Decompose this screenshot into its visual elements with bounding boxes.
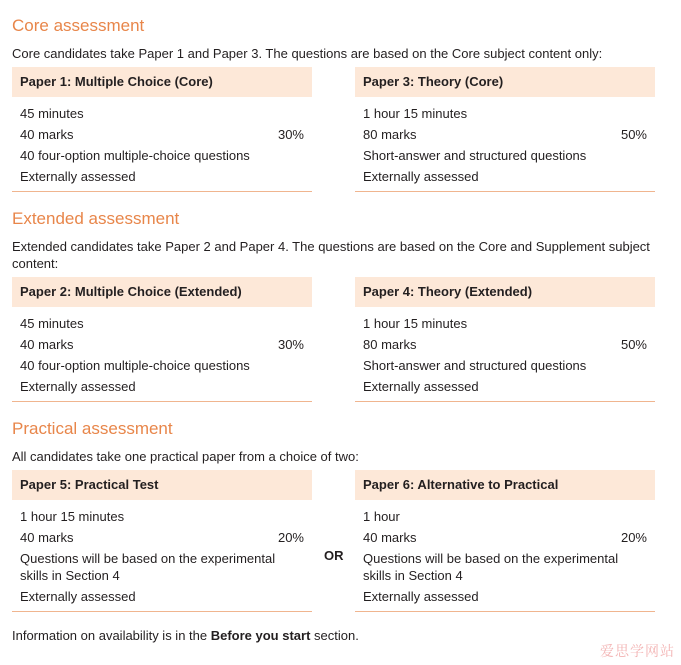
paper-description: Short-answer and structured questions [363, 358, 587, 373]
paper-marks: 40 marks [363, 530, 417, 545]
core-intro: Core candidates take Paper 1 and Paper 3. The questions are based on the Core subject content only: [12, 46, 603, 61]
paper-1-box [12, 67, 312, 192]
paper-assessment: Externally assessed [363, 169, 479, 184]
paper-assessment: Externally assessed [363, 379, 479, 394]
paper-3-box [355, 67, 655, 192]
footer-text-before: Information on availability is in the [12, 628, 211, 643]
paper-heading: Paper 2: Multiple Choice (Extended) [12, 277, 312, 307]
paper-duration: 45 minutes [20, 106, 84, 121]
extended-intro: Extended candidates take Paper 2 and Paper 4. The questions are based on the Core and Supplement subject content: [12, 239, 650, 271]
extended-section-title: Extended assessment [12, 209, 180, 228]
paper-5-box [12, 470, 312, 612]
paper-heading: Paper 6: Alternative to Practical [355, 470, 655, 500]
practical-intro: All candidates take one practical paper from a choice of two: [12, 449, 359, 464]
paper-heading: Paper 5: Practical Test [12, 470, 312, 500]
paper-heading: Paper 1: Multiple Choice (Core) [12, 67, 312, 97]
core-section-title: Core assessment [12, 16, 145, 35]
paper-assessment: Externally assessed [20, 379, 136, 394]
paper-weight: 30% [277, 337, 304, 352]
paper-description: Short-answer and structured questions [363, 148, 587, 163]
paper-duration: 1 hour [363, 509, 400, 524]
paper-description: 40 four-option multiple-choice questions [20, 148, 250, 163]
paper-description: Questions will be based on the experimental skills in Section 4 [363, 551, 619, 583]
paper-assessment: Externally assessed [20, 169, 136, 184]
paper-4-box [355, 277, 655, 402]
paper-marks-row [363, 334, 647, 355]
or-label: OR [324, 548, 344, 563]
before-you-start-reference: Before you start [210, 628, 311, 643]
paper-assessment: Externally assessed [363, 589, 479, 604]
paper-weight: 50% [620, 127, 647, 142]
paper-2-box [12, 277, 312, 402]
paper-weight: 20% [277, 530, 304, 545]
paper-marks-row [363, 527, 647, 548]
availability-note [12, 628, 359, 643]
paper-marks-row [363, 124, 647, 145]
paper-duration: 1 hour 15 minutes [363, 316, 468, 331]
paper-duration: 1 hour 15 minutes [20, 509, 125, 524]
paper-heading: Paper 3: Theory (Core) [355, 67, 655, 97]
paper-duration: 1 hour 15 minutes [363, 106, 468, 121]
paper-weight: 20% [620, 530, 647, 545]
practical-section-title: Practical assessment [12, 419, 173, 438]
paper-marks: 80 marks [363, 337, 417, 352]
paper-heading: Paper 4: Theory (Extended) [355, 277, 655, 307]
paper-marks: 40 marks [20, 127, 74, 142]
paper-marks: 40 marks [20, 337, 74, 352]
site-watermark: 爱思学网站 [600, 644, 675, 660]
paper-marks-row [20, 527, 304, 548]
paper-marks: 80 marks [363, 127, 417, 142]
paper-weight: 50% [620, 337, 647, 352]
paper-description: 40 four-option multiple-choice questions [20, 358, 250, 373]
paper-assessment: Externally assessed [20, 589, 136, 604]
paper-marks-row [20, 124, 304, 145]
paper-marks: 40 marks [20, 530, 74, 545]
paper-marks-row [20, 334, 304, 355]
paper-duration: 45 minutes [20, 316, 84, 331]
footer-text-after: section. [310, 628, 359, 643]
paper-6-box [355, 470, 655, 612]
paper-weight: 30% [277, 127, 304, 142]
paper-description: Questions will be based on the experimental skills in Section 4 [20, 551, 276, 583]
